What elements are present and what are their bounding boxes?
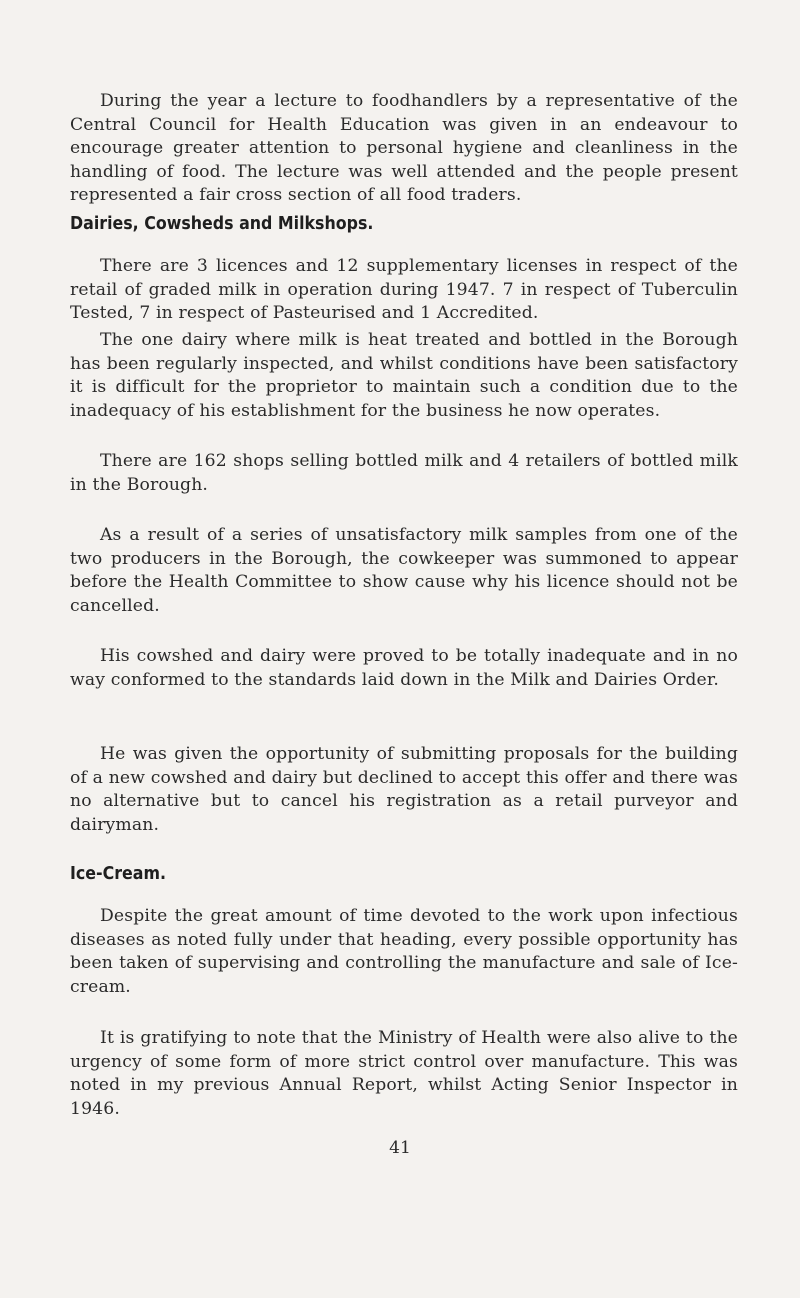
paragraph-licences: There are 3 licences and 12 supplementary licenses in respect of the retail of graded milk in operation during 1947. 7 in respect of Tuberculin Tested, 7 in respect of Pasteurised and 1 Accredited.	[70, 256, 738, 323]
paragraph-unsatisfactory-samples: As a result of a series of unsatisfactory milk samples from one of the two producers in the Borough, the cowkeeper was summoned to appear before the Health Committee to show cause why his licence should not be cancelled.	[70, 525, 738, 616]
paragraph-ministry-of-health: It is gratifying to note that the Ministry of Health were also alive to the urgency of some form of more strict control over manufacture. This was noted in my previous Annual Report, whilst Acting Senior Inspector in 1946.	[70, 1028, 738, 1119]
paragraph-lecture: During the year a lecture to foodhandlers by a representative of the Central Council for Health Education was given in an endeavour to encourage greater attention to personal hygiene and cleanliness in the handling of food. The lecture was well attended and the people present represented a fair cross section of all food traders.	[70, 91, 738, 205]
heading-dairies: Dairies, Cowsheds and Milkshops.	[70, 213, 374, 234]
paragraph-proposals: He was given the opportunity of submitting proposals for the building of a new cowshed and dairy but declined to accept this offer and there was no alternative but to cancel his registration as a retail purveyor and dairyman.	[70, 744, 738, 835]
paragraph-heat-treated-dairy: The one dairy where milk is heat treated and bottled in the Borough has been regularly inspected, and whilst conditions have been satisfactory it is difficult for the proprietor to maintain such a condition due to the inadequacy of his establishment for the business he now operates.	[70, 330, 738, 421]
heading-ice-cream: Ice-Cream.	[70, 863, 167, 884]
paragraph-ice-cream-supervision: Despite the great amount of time devoted to the work upon infectious diseases as noted fully under that heading, every possible opportunity has been taken of supervising and controlling the manufacture and sale of Ice-cream.	[70, 906, 738, 997]
paragraph-cowshed-inadequate: His cowshed and dairy were proved to be totally inadequate and in no way conformed to the standards laid down in the Milk and Dairies Order.	[70, 646, 738, 690]
paragraph-shops: There are 162 shops selling bottled milk and 4 retailers of bottled milk in the Borough.	[70, 451, 738, 495]
page-number: 41	[389, 1138, 411, 1158]
